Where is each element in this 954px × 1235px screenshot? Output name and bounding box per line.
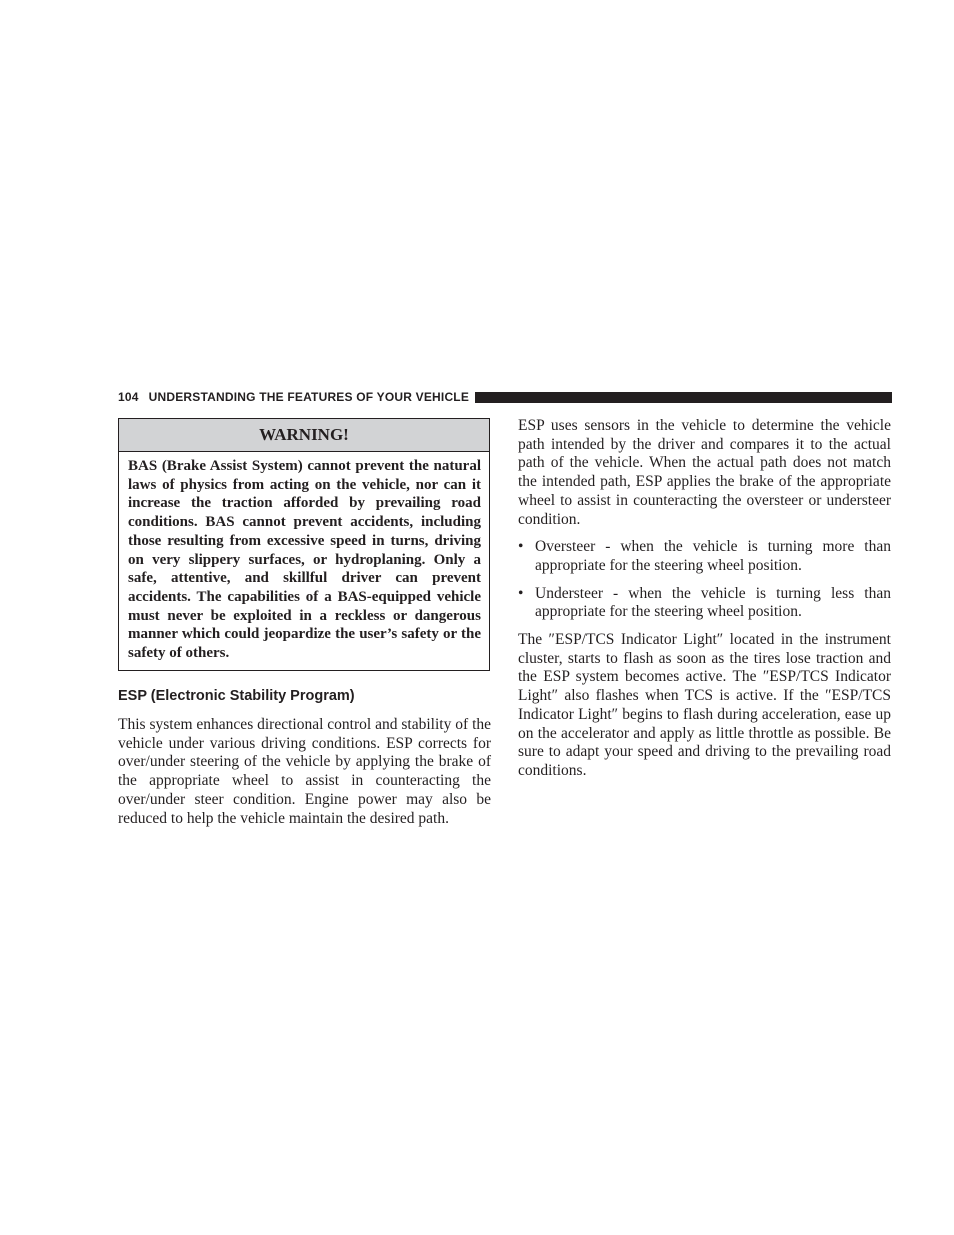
list-item-text: Oversteer - when the vehicle is turning more than appropriate for the steering wheel position. xyxy=(535,538,891,574)
warning-text: BAS (Brake Assist System) cannot prevent the natural laws of physics from acting on the vehicle, nor can it increase the traction afforded by prevailing road conditions. BAS cannot prevent accidents, including those resulting from excessive speed in turns, driving on very slippery surfaces, or hydroplaning. Only a safe, attentive, and skillful driver can prevent accidents. The capabilities of a BAS-equipped vehicle must never be exploited in a reckless or dangerous manner which could jeopardize the user’s safety or the safety of others. xyxy=(128,458,481,662)
list-item xyxy=(518,538,891,575)
header-bar xyxy=(475,392,892,403)
steer-condition-list xyxy=(518,538,891,622)
warning-box xyxy=(118,418,490,671)
page-number: 104 xyxy=(118,390,139,404)
esp-heading: ESP (Electronic Stability Program) xyxy=(118,688,355,704)
bullet-icon: • xyxy=(518,584,524,602)
section-title: UNDERSTANDING THE FEATURES OF YOUR VEHICLE xyxy=(148,390,470,404)
list-item xyxy=(518,585,891,622)
right-column xyxy=(518,417,891,781)
bullet-icon: • xyxy=(518,538,524,556)
warning-title: WARNING! xyxy=(119,419,489,452)
indicator-light-paragraph: The ″ESP/TCS Indicator Light″ located in the instrument cluster, starts to flash as soon as the tires lose traction and the ESP system becomes active. The ″ESP/TCS Indicator Light″ also flashes when TCS is active. If the ″ESP/TCS Indicator Light″ begins to flash during acceleration, ease up on the accelerator and apply as little throttle as possible. Be sure to adapt your speed and driving to the prevailing road conditions. xyxy=(518,631,891,779)
esp-sensors-paragraph: ESP uses sensors in the vehicle to determine the vehicle path intended by the driver and compares it to the actual path of the vehicle. When the actual path does not match the intended path, ESP applies the brake of the appropriate wheel to assist in counteracting the oversteer or understeer condition. xyxy=(518,417,891,528)
list-item-text: Understeer - when the vehicle is turning less than appropriate for the steering wheel position. xyxy=(535,584,891,621)
page-header xyxy=(118,389,892,405)
esp-intro-paragraph: This system enhances directional control and stability of the vehicle under various driving conditions. ESP corrects for over/under steering of the vehicle by applying the brake of the appropriate wheel to assist in counteracting the over/under steer condition. Engine power may also be reduced to help the vehicle maintain the desired path. xyxy=(118,716,491,827)
